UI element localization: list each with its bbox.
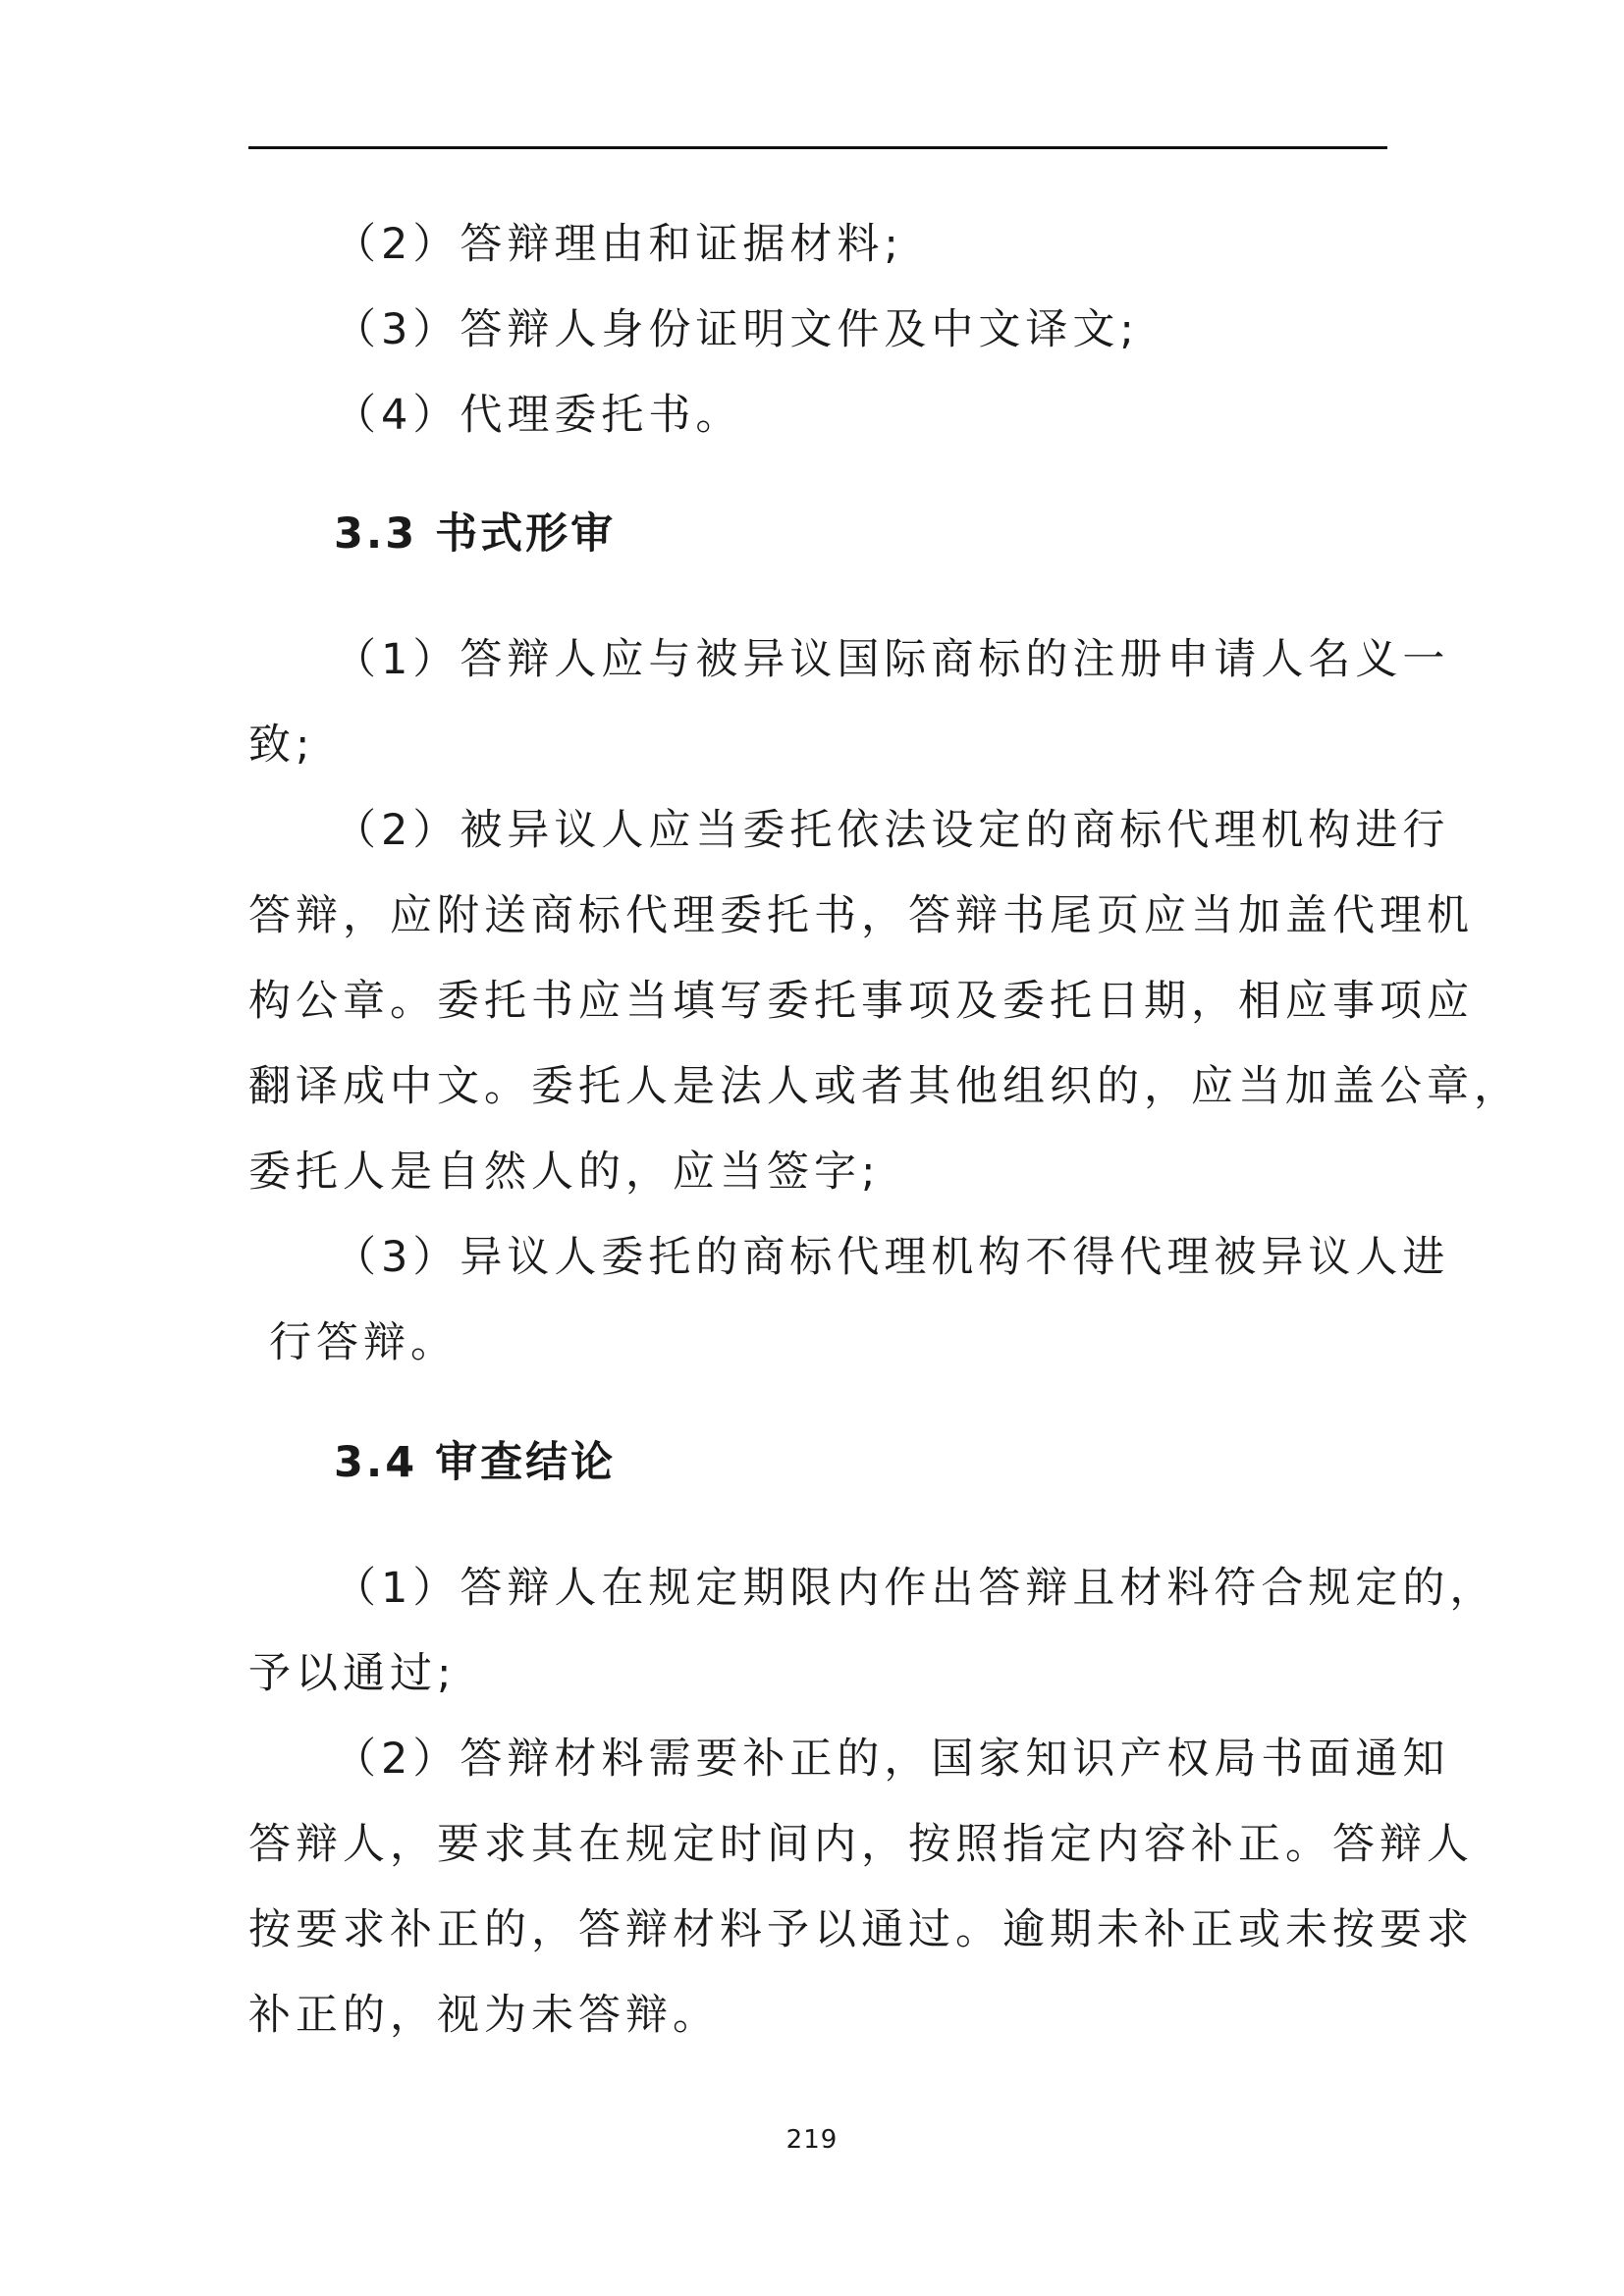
paragraph-line: 翻译成中文。委托人是法人或者其他组织的，应当加盖公章， <box>248 1062 1521 1111</box>
paragraph-line: （1）答辩人应与被异议国际商标的注册申请人名义一 <box>334 635 1450 684</box>
paragraph-line: 答辩人，要求其在规定时间内，按照指定内容补正。答辩人 <box>248 1820 1474 1869</box>
page-number: 219 <box>785 2125 839 2155</box>
paragraph-line: （3）异议人委托的商标代理机构不得代理被异议人进 <box>334 1233 1450 1282</box>
paragraph-line: 行答辩。 <box>269 1318 458 1367</box>
section-heading-3-4: 3.4 审查结论 <box>334 1438 617 1487</box>
list-item-3: （3）答辩人身份证明文件及中文译文; <box>334 305 1139 354</box>
paragraph-line: 补正的，视为未答辩。 <box>248 1991 720 2040</box>
paragraph-line: 构公章。委托书应当填写委托事项及委托日期，相应事项应 <box>248 977 1474 1026</box>
header-rule <box>248 146 1387 149</box>
paragraph-line: 予以通过; <box>248 1649 457 1698</box>
paragraph-line: 致; <box>248 721 315 770</box>
paragraph-line: （1）答辩人在规定期限内作出答辩且材料符合规定的， <box>334 1564 1497 1613</box>
list-item-2: （2）答辩理由和证据材料; <box>334 220 903 269</box>
paragraph-line: 委托人是自然人的，应当签字; <box>248 1148 881 1197</box>
paragraph-line: 按要求补正的，答辩材料予以通过。逾期未补正或未按要求 <box>248 1905 1474 1954</box>
list-item-4: （4）代理委托书。 <box>334 391 743 440</box>
paragraph-line: （2）答辩材料需要补正的，国家知识产权局书面通知 <box>334 1735 1450 1784</box>
section-heading-3-3: 3.3 书式形审 <box>334 509 617 559</box>
paragraph-line: （2）被异议人应当委托依法设定的商标代理机构进行 <box>334 806 1450 855</box>
paragraph-line: 答辩，应附送商标代理委托书，答辩书尾页应当加盖代理机 <box>248 891 1474 940</box>
